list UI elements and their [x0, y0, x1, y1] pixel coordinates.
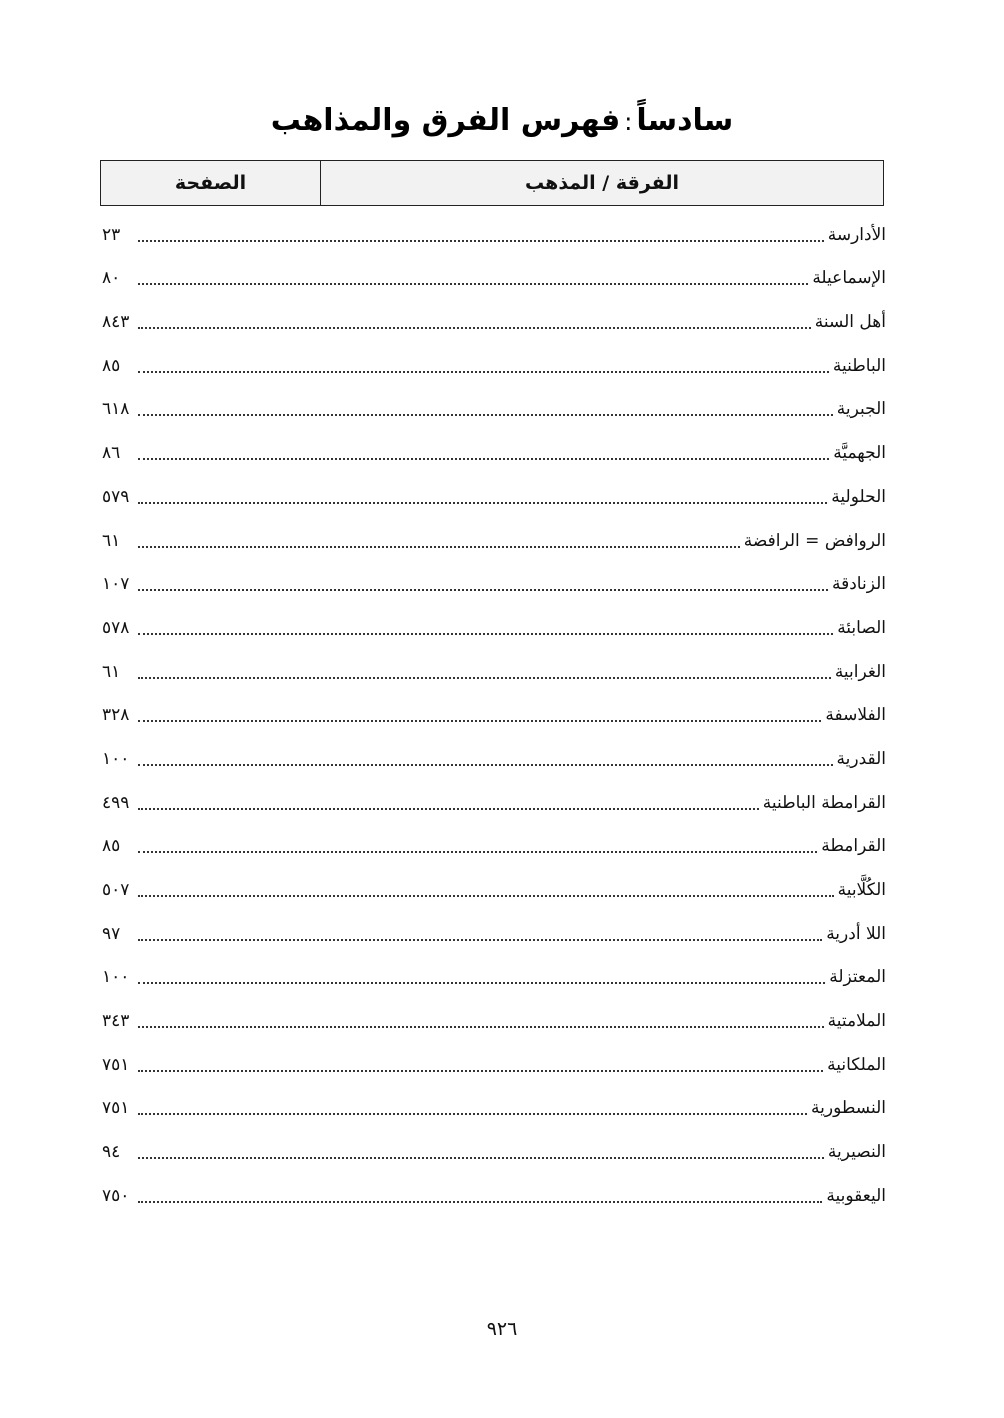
entry-dot-leader — [138, 1093, 807, 1123]
entry-dot-leader — [138, 220, 824, 250]
index-entry — [102, 1080, 886, 1124]
index-entry — [102, 556, 886, 600]
entry-sect-name: الروافض = الرافضة — [743, 530, 886, 551]
entry-page-number: ٦١ — [102, 661, 121, 682]
entry-page-number: ٥٠٧ — [102, 880, 130, 900]
index-entry — [102, 1167, 886, 1211]
index-entry — [102, 949, 886, 993]
entry-page-number: ٥٧٨ — [102, 617, 130, 638]
entry-sect-name: النصيرية — [827, 1142, 886, 1163]
index-entry — [102, 992, 886, 1036]
entry-dot-leader — [138, 482, 827, 512]
index-entry — [102, 774, 886, 818]
index-entry — [102, 643, 886, 687]
page-number: ٩٢٦ — [486, 1318, 518, 1340]
entry-sect-name: الأدارسة — [827, 224, 886, 245]
entry-page-number: ٨٤٣ — [102, 312, 130, 333]
entry-page-number: ١٠٧ — [102, 574, 130, 595]
index-entries-list — [102, 206, 886, 1211]
entry-dot-leader — [138, 526, 740, 556]
entry-sect-name: الإسماعيلة — [812, 268, 886, 289]
entry-sect-name: الجبرية — [836, 399, 886, 420]
index-entry — [102, 818, 886, 862]
entry-page-number: ٨٦ — [102, 443, 121, 464]
entry-page-number: ٩٤ — [102, 1142, 121, 1163]
entry-sect-name: القرامطة الباطنية — [762, 792, 886, 813]
entry-page-number: ٥٧٩ — [102, 486, 130, 507]
entry-page-number: ٤٩٩ — [102, 792, 130, 813]
index-entry — [102, 424, 886, 468]
index-entry — [102, 861, 886, 905]
entry-sect-name: الجهميَّة — [833, 443, 886, 464]
index-entry — [102, 599, 886, 643]
entry-sect-name: الباطنية — [832, 355, 886, 376]
title-colon: : — [624, 108, 633, 136]
entry-sect-name: المعتزلة — [829, 967, 886, 988]
entry-page-number: ٢٣ — [102, 224, 121, 245]
index-entry — [102, 293, 886, 337]
page-column-header: الصفحة — [174, 172, 247, 194]
entry-dot-leader — [138, 788, 759, 818]
entry-page-number: ٧٥٠ — [102, 1185, 130, 1206]
entry-sect-name: اللا أدرية — [826, 923, 886, 944]
entry-page-number: ٩٧ — [102, 923, 121, 944]
entry-dot-leader — [138, 962, 825, 992]
index-entry — [102, 250, 886, 294]
entry-dot-leader — [138, 613, 833, 643]
entry-page-number: ٨٥ — [102, 836, 121, 857]
entry-dot-leader — [138, 919, 822, 949]
index-entry — [102, 1036, 886, 1080]
entry-sect-name: الملامتية — [827, 1011, 886, 1032]
entry-sect-name: الصابئة — [837, 617, 886, 638]
entry-dot-leader — [138, 1006, 824, 1036]
entry-dot-leader — [138, 1137, 824, 1167]
entry-sect-name: القرامطة — [821, 836, 886, 857]
title-prefix: سادساً — [636, 103, 734, 138]
index-entry — [102, 468, 886, 512]
entry-dot-leader — [138, 657, 831, 687]
entry-dot-leader — [138, 307, 811, 337]
entry-page-number: ١٠٠ — [102, 748, 130, 769]
index-entry — [102, 730, 886, 774]
entry-page-number: ١٠٠ — [102, 967, 130, 988]
entry-page-number: ٣٢٨ — [102, 705, 130, 726]
entry-page-number: ٧٥١ — [102, 1054, 130, 1075]
entry-sect-name: القدرية — [836, 748, 886, 769]
index-entry — [102, 1123, 886, 1167]
entry-dot-leader — [138, 351, 829, 381]
entry-dot-leader — [138, 438, 829, 468]
entry-sect-name: الحلولية — [831, 486, 886, 507]
entry-page-number: ٣٤٣ — [102, 1011, 130, 1032]
entry-dot-leader — [138, 394, 833, 424]
entry-dot-leader — [138, 263, 808, 293]
entry-page-number: ٨٠ — [102, 268, 121, 289]
index-table-header — [100, 160, 884, 206]
entry-sect-name: أهل السنة — [814, 312, 886, 333]
index-entry — [102, 381, 886, 425]
entry-sect-name: النسطورية — [811, 1098, 886, 1119]
entry-sect-name: اليعقوبية — [826, 1185, 886, 1206]
entry-sect-name: الغرابية — [834, 661, 886, 682]
entry-page-number: ٧٥١ — [102, 1098, 130, 1119]
entry-sect-name: الكُلَّابية — [837, 880, 886, 900]
entry-sect-name: الزنادقة — [831, 574, 886, 595]
entry-sect-name: الفلاسفة — [825, 705, 886, 726]
sect-column-header: الفرقة / المذهب — [320, 161, 883, 205]
entry-dot-leader — [138, 831, 817, 861]
entry-sect-name: الملكانية — [827, 1054, 886, 1075]
title-main: فهرس الفرق والمذاهب — [270, 103, 621, 138]
entry-dot-leader — [138, 1050, 823, 1080]
page-title — [0, 96, 1004, 147]
entry-dot-leader — [138, 569, 828, 599]
index-entry — [102, 337, 886, 381]
entry-dot-leader — [138, 875, 834, 905]
entry-page-number: ٦١٨ — [102, 399, 130, 420]
entry-dot-leader — [138, 1181, 822, 1211]
entry-dot-leader — [138, 744, 833, 774]
index-entry — [102, 905, 886, 949]
entry-page-number: ٨٥ — [102, 355, 121, 376]
entry-page-number: ٦١ — [102, 530, 121, 551]
entry-dot-leader — [138, 700, 821, 730]
index-entry — [102, 206, 886, 250]
index-entry — [102, 512, 886, 556]
index-entry — [102, 687, 886, 731]
